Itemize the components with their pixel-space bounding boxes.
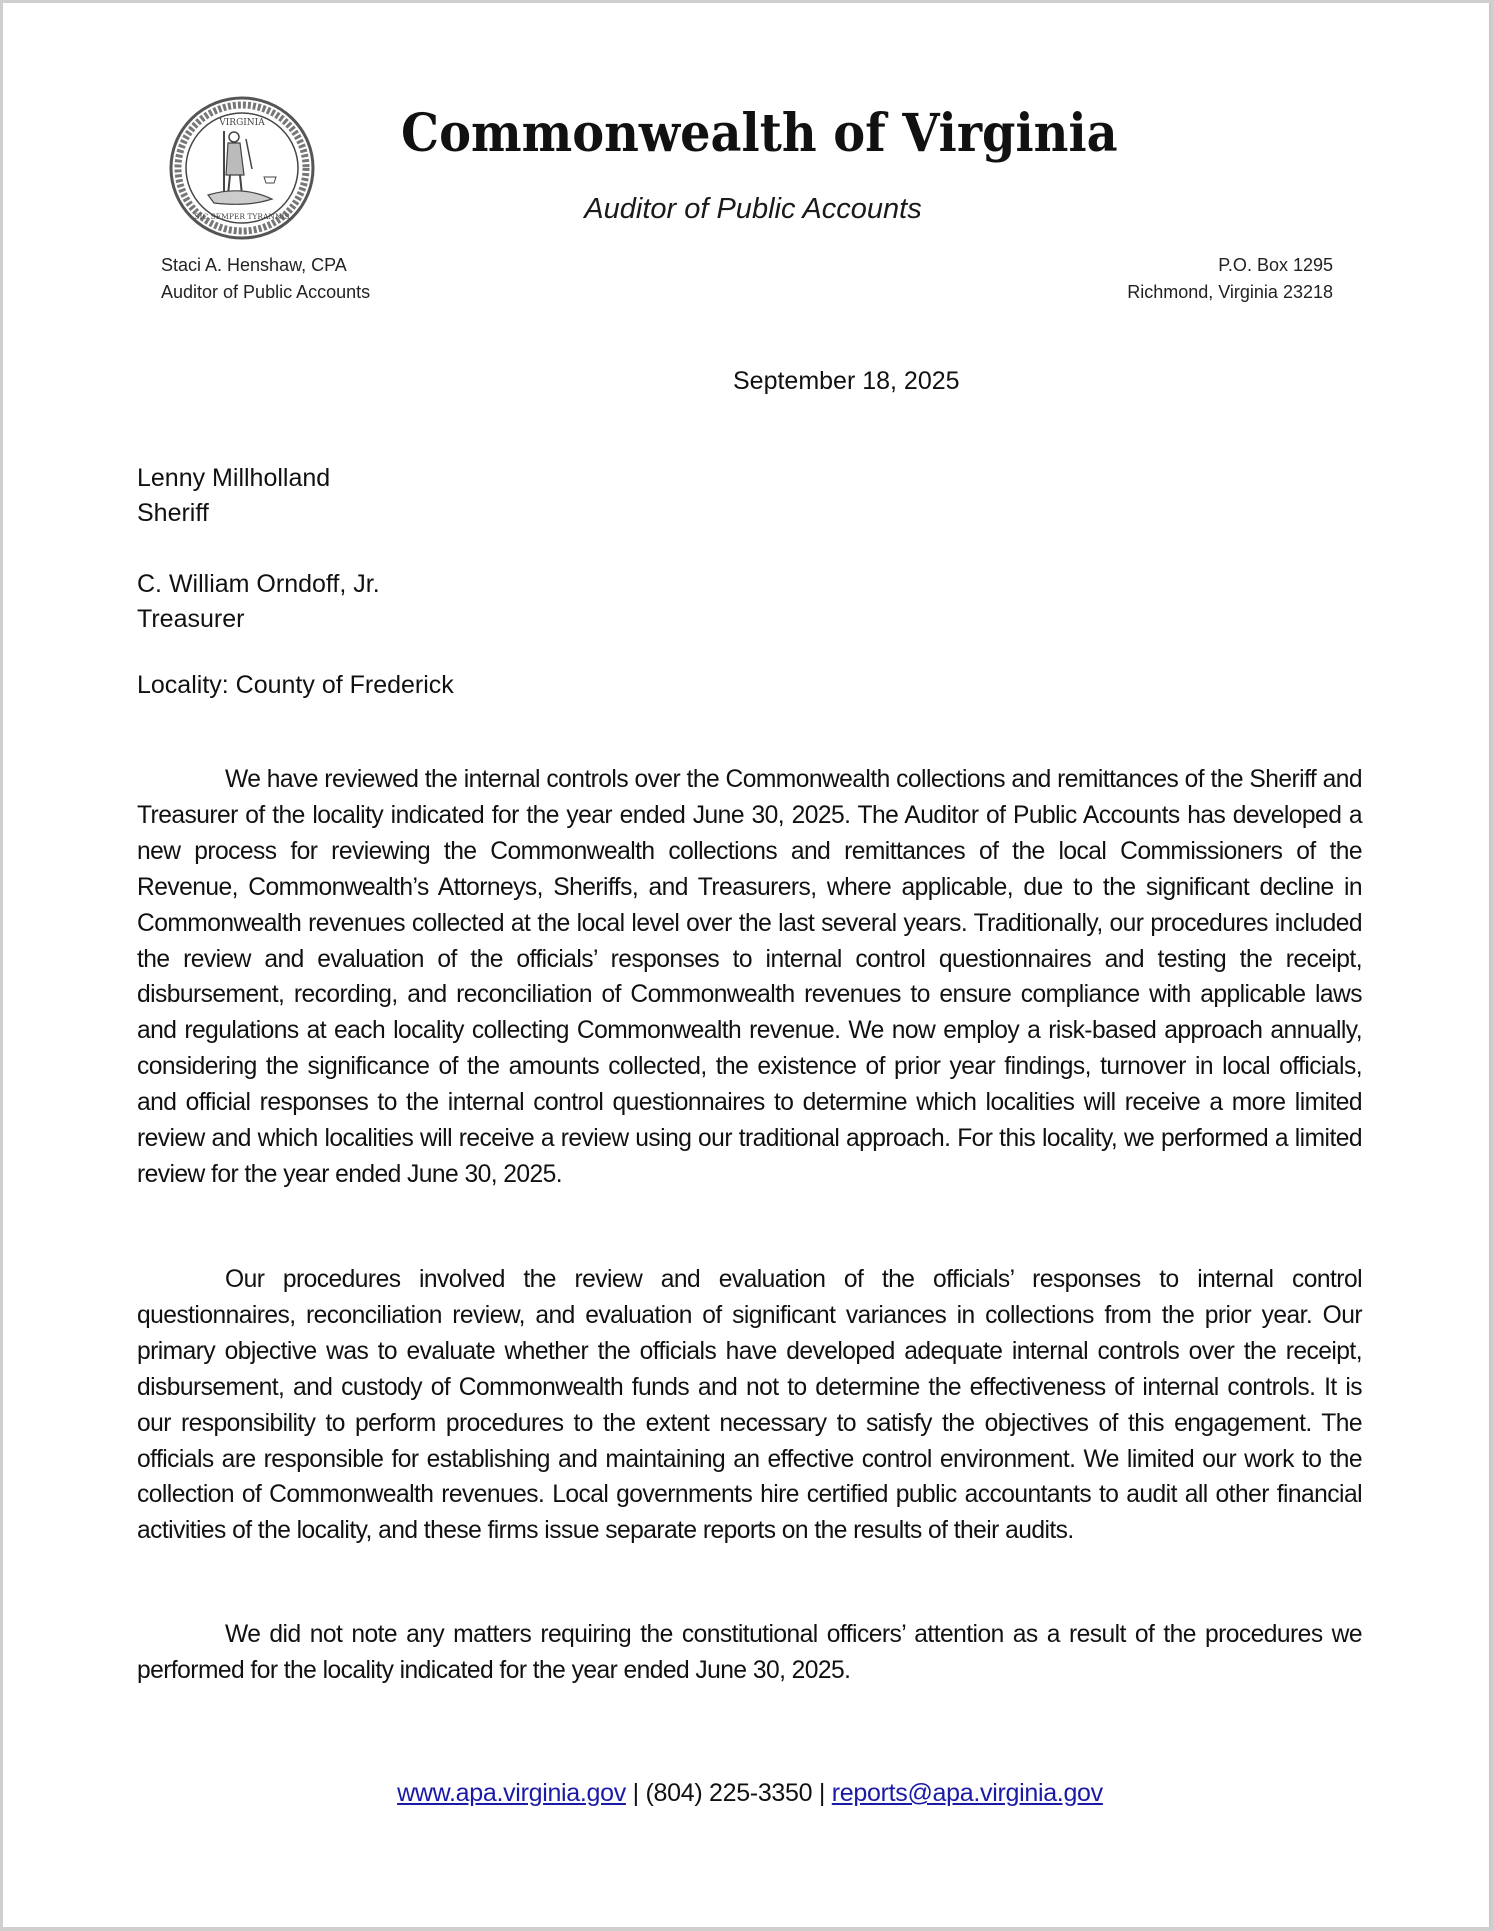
locality-text: Locality: County of Frederick [137,671,454,699]
footer-separator: | [818,1779,826,1807]
website-link[interactable]: www.apa.virginia.gov [397,1779,626,1807]
auditor-title: Auditor of Public Accounts [161,282,371,302]
locality-line [137,668,454,703]
svg-text:VIRGINIA: VIRGINIA [219,118,265,128]
body-paragraph [137,1617,1362,1689]
auditor-contact-block [161,252,370,306]
mailing-address-block [1127,252,1333,306]
paragraph-text: Our procedures involved the review and evaluation of the officials’ responses to internal control questionnaires, reconciliation review, and evaluation of significant variances in collections from the prior year. Our primary objective was to evaluate whether the officials have developed adequate internal controls over the receipt, disbursement, and custody of Commonwealth funds and not to determine the effectiveness of internal controls. It is our responsibility to perform procedures to the extent necessary to satisfy the objectives of this engagement. The officials are responsible for establishing and maintaining an effective control environment. We limited our work to the collection of Commonwealth revenues. Local governments hire certified public accountants to audit all other financial activities of the locality, and these firms issue separate reports on the results of their audits. [137,1266,1362,1545]
letter-page [3,3,1491,1927]
phone-number: (804) 225-3350 [645,1779,813,1807]
city-state-zip: Richmond, Virginia 23218 [1127,282,1333,302]
footer-separator: | [632,1779,639,1807]
auditor-name: Staci A. Henshaw, CPA [161,255,347,275]
recipient-name: C. William Orndoff, Jr. [137,570,380,598]
recipient-name: Lenny Millholland [137,464,331,492]
po-box: P.O. Box 1295 [1218,255,1333,275]
footer-contact [3,1779,1494,1808]
recipient-title: Treasurer [137,605,245,633]
body-paragraph [137,762,1362,1193]
svg-text:SIC SEMPER TYRANNIS: SIC SEMPER TYRANNIS [194,212,290,221]
recipient-sheriff [137,461,330,531]
body-paragraph [137,1262,1362,1549]
recipient-title: Sheriff [137,499,209,527]
letter-date: September 18, 2025 [733,367,960,395]
letterhead-subtitle: Auditor of Public Accounts [584,193,922,225]
email-link[interactable]: reports@apa.virginia.gov [831,1779,1103,1807]
paragraph-text: We did not note any matters requiring the constitutional officers’ attention as a result of the procedures we performed for the locality indicated for the year ended June 30, 2025. [137,1621,1362,1684]
paragraph-text: We have reviewed the internal controls over the Commonwealth collections and remittances of the Sheriff and Treasurer of the locality indicated for the year ended June 30, 2025. The Auditor of Public Accounts has developed a new process for reviewing the Commonwealth collections and remittances of the local Commissioners of the Revenue, Commonwealth’s Attorneys, Sheriffs, and Treasurers, where applicable, due to the significant decline in Commonwealth revenues collected at the local level over the last several years. Traditionally, our procedures included the review and evaluation of the officials’ responses to internal control questionnaires and testing the receipt, disbursement, recording, and reconciliation of Commonwealth revenues to ensure compliance with applicable laws and regulations at each locality collecting Commonwealth revenue. We now employ a risk-based approach annually, considering the significance of the amounts collected, the existence of prior year findings, turnover in local officials, and official responses to the internal control questionnaires to determine which localities will receive a more limited review and which localities will receive a review using our traditional approach. For this locality, we performed a limited review for the year ended June 30, 2025. [137,766,1362,1188]
letterhead-title: Commonwealth of Virginia [401,103,1118,164]
recipient-treasurer [137,567,380,637]
